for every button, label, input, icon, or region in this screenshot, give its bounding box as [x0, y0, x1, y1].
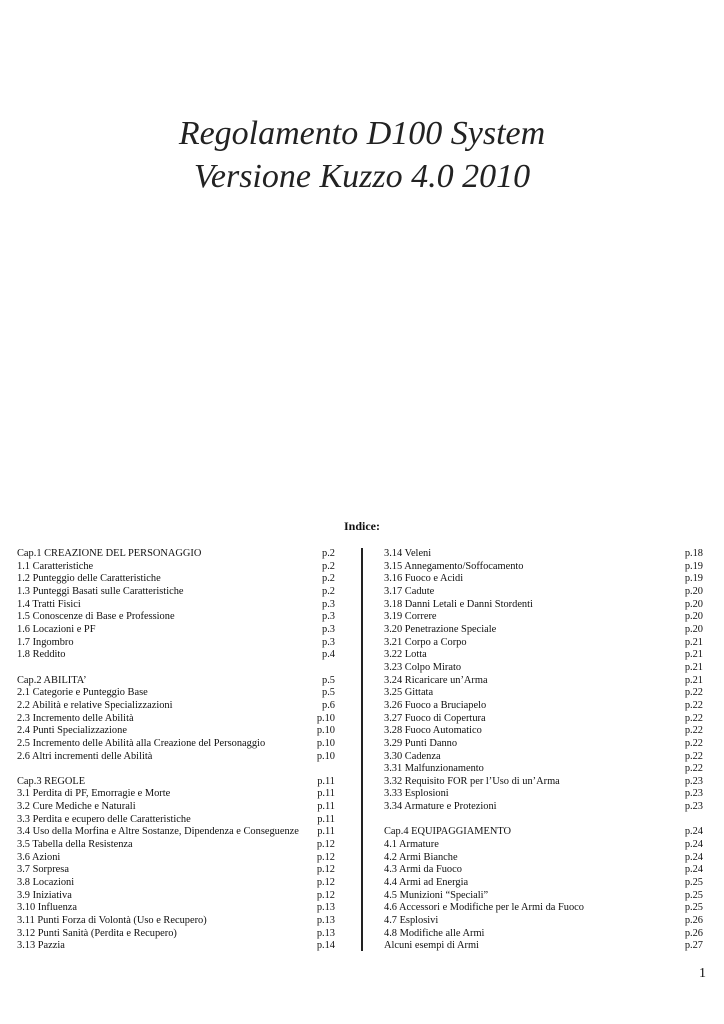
toc-entry-title: 3.21 Corpo a Corpo [384, 636, 467, 648]
toc-entry [17, 751, 335, 764]
toc-entry-page: p.5 [322, 687, 335, 699]
toc-entry-title: 3.33 Esplosioni [384, 788, 449, 800]
toc-entry-title: 2.6 Altri incrementi delle Abilità [17, 750, 153, 762]
toc-entry-page: p.2 [322, 585, 335, 597]
toc-entry [17, 788, 335, 801]
toc-entry-page: p.14 [316, 940, 335, 952]
toc-left-column [17, 548, 335, 953]
toc-entry-title: 3.4 Uso della Morfina e Altre Sostanze, Dipendenza e Conseguenze [17, 826, 299, 838]
toc-entry [384, 599, 703, 612]
toc-entry-title: 4.2 Armi Bianche [384, 851, 458, 863]
toc-entry [384, 928, 703, 941]
toc-entry-title: 2.4 Punti Specializzazione [17, 725, 127, 737]
toc-entry-title: 3.16 Fuoco e Acidi [384, 573, 464, 585]
toc-entry [17, 573, 335, 586]
toc-entry-page: p.22 [684, 763, 703, 775]
toc-entry-title: 3.6 Azioni [17, 851, 61, 863]
toc-entry-page: p.5 [322, 674, 335, 686]
toc-entry-title: 3.29 Punti Danno [384, 737, 458, 749]
toc-entry-page: p.2 [322, 548, 335, 559]
toc-entry-page: p.10 [316, 712, 335, 724]
toc-entry-page: p.25 [684, 902, 703, 914]
toc-entry-title: 3.23 Colpo Mirato [384, 661, 462, 673]
toc-entry-title: 3.28 Fuoco Automatico [384, 725, 482, 737]
toc-entry [384, 548, 703, 561]
toc-entry-page: p.2 [322, 573, 335, 585]
toc-entry-page: p.22 [684, 750, 703, 762]
toc-entry [17, 675, 335, 688]
toc-entry [17, 738, 335, 751]
toc-entry [17, 649, 335, 662]
toc-entry [17, 890, 335, 903]
toc-entry [384, 687, 703, 700]
toc-entry-page: p.23 [684, 801, 703, 813]
toc-entry-title: 3.26 Fuoco a Bruciapelo [384, 699, 487, 711]
toc-entry [384, 649, 703, 662]
toc-entry-page: p.20 [684, 585, 703, 597]
toc-entry-title: 1.6 Locazioni e PF [17, 623, 96, 635]
toc-entry-page: p.26 [684, 915, 703, 927]
toc-entry [17, 864, 335, 877]
toc-entry [17, 687, 335, 700]
toc-entry [384, 751, 703, 764]
toc-entry [17, 839, 335, 852]
toc-entry-title: 4.3 Armi da Fuoco [384, 864, 462, 876]
toc-entry-page: p.11 [317, 788, 335, 800]
toc-entry [17, 599, 335, 612]
toc-entry [384, 940, 703, 953]
toc-entry-title: 3.20 Penetrazione Speciale [384, 623, 497, 635]
toc-entry-page: p.10 [316, 750, 335, 762]
toc-entry [17, 928, 335, 941]
toc-entry-title: 3.12 Punti Sanità (Perdita e Recupero) [17, 927, 177, 939]
toc-entry [17, 763, 335, 776]
toc-entry-title: 3.31 Malfunzionamento [384, 763, 484, 775]
toc-entry-title: 1.4 Tratti Fisici [17, 598, 81, 610]
toc-entry-page: p.11 [317, 813, 335, 825]
toc-entry [384, 877, 703, 890]
toc-entry-title: 3.5 Tabella della Resistenza [17, 839, 133, 851]
toc-entry-page: p.24 [684, 826, 703, 838]
toc-entry-title: 4.4 Armi ad Energia [384, 877, 469, 889]
toc-entry-title: 4.6 Accessori e Modifiche per le Armi da Fuoco [384, 902, 584, 914]
toc-entry [17, 637, 335, 650]
toc-entry-title: Cap.1 CREAZIONE DEL PERSONAGGIO [17, 548, 202, 559]
toc-entry-page: p.11 [317, 826, 335, 838]
toc-entry-title: 3.32 Requisito FOR per l’Uso di un’Arma [384, 775, 560, 787]
toc-entry-page: p.19 [684, 573, 703, 585]
toc-entry [17, 801, 335, 814]
toc-entry-page: p.12 [316, 851, 335, 863]
toc-entry-page: p.21 [684, 674, 703, 686]
toc-entry-page: p.22 [684, 699, 703, 711]
toc-entry-page: p.27 [684, 940, 703, 952]
toc-entry-page: p.13 [316, 902, 335, 914]
toc-entry [384, 586, 703, 599]
toc-entry-title: 1.2 Punteggio delle Caratteristiche [17, 573, 161, 585]
toc-entry-page: p.3 [322, 598, 335, 610]
toc-entry [384, 637, 703, 650]
toc-entry-title: 3.9 Iniziativa [17, 889, 72, 901]
toc-entry-page: p.22 [684, 737, 703, 749]
toc-entry-title: 3.2 Cure Mediche e Naturali [17, 801, 136, 813]
toc-entry-page: p.11 [317, 801, 335, 813]
toc-entry [17, 776, 335, 789]
toc-entry [17, 877, 335, 890]
toc-entry-page: p.21 [684, 661, 703, 673]
toc-entry-page: p.26 [684, 927, 703, 939]
toc-entry [17, 700, 335, 713]
toc-entry-title: 3.1 Perdita di PF, Emorragie e Morte [17, 788, 171, 800]
toc-entry-page: p.2 [322, 560, 335, 572]
toc-right-column [384, 548, 703, 953]
toc-entry-title: 1.7 Ingombro [17, 636, 74, 648]
toc-entry-page: p.22 [684, 712, 703, 724]
toc-entry-page: p.3 [322, 611, 335, 623]
toc-entry [17, 826, 335, 839]
index-heading: Indice: [344, 519, 380, 533]
toc-entry [17, 852, 335, 865]
toc-entry-title: 3.22 Lotta [384, 649, 427, 661]
toc-entry-page: p.22 [684, 725, 703, 737]
toc-entry [17, 713, 335, 726]
toc-entry-page: p.10 [316, 737, 335, 749]
toc-entry-title: 2.2 Abilità e relative Specializzazioni [17, 699, 173, 711]
toc-entry [17, 624, 335, 637]
toc-entry-title: 1.8 Reddito [17, 649, 66, 661]
toc-entry [17, 725, 335, 738]
toc-entry [384, 662, 703, 675]
toc-entry-page: p.12 [316, 839, 335, 851]
toc-entry [384, 738, 703, 751]
toc-entry-title: 3.15 Annegamento/Soffocamento [384, 560, 524, 572]
toc-entry [384, 915, 703, 928]
toc-entry [17, 662, 335, 675]
toc-entry-title: 3.34 Armature e Protezioni [384, 801, 497, 813]
toc-entry-page: p.12 [316, 864, 335, 876]
toc-entry-title: 3.18 Danni Letali e Danni Stordenti [384, 598, 533, 610]
toc-entry-title: 3.3 Perdita e ecupero delle Caratteristiche [17, 813, 191, 825]
toc-entry-page: p.3 [322, 636, 335, 648]
toc-entry-title: 1.1 Caratteristiche [17, 560, 94, 572]
toc-entry-title: 1.3 Punteggi Basati sulle Caratteristiche [17, 585, 184, 597]
toc-entry-page: p.12 [316, 889, 335, 901]
toc-entry [384, 788, 703, 801]
toc-entry-page: p.20 [684, 623, 703, 635]
toc-entry-title: 3.24 Ricaricare un’Arma [384, 674, 488, 686]
toc-entry-page: p.25 [684, 889, 703, 901]
toc-entry-title: 2.1 Categorie e Punteggio Base [17, 687, 148, 699]
toc-entry-title: Cap.4 EQUIPAGGIAMENTO [384, 826, 511, 838]
toc-entry-page: p.21 [684, 649, 703, 661]
toc-entry-title: 4.7 Esplosivi [384, 915, 439, 927]
toc-entry-page: p.25 [684, 877, 703, 889]
toc-entry-page: p.24 [684, 864, 703, 876]
toc-entry [384, 700, 703, 713]
toc-entry-title: 1.5 Conoscenze di Base e Professione [17, 611, 175, 623]
toc-entry [384, 814, 703, 827]
toc-entry-title: 3.8 Locazioni [17, 877, 75, 889]
toc-entry-page: p.21 [684, 636, 703, 648]
toc-entry [17, 814, 335, 827]
toc-entry [384, 801, 703, 814]
page-number: 1 [699, 966, 706, 981]
toc-entry-page: p.18 [684, 548, 703, 559]
toc-entry [17, 548, 335, 561]
toc-entry [384, 852, 703, 865]
toc-entry-title: 3.27 Fuoco di Copertura [384, 712, 486, 724]
toc-entry [384, 624, 703, 637]
toc-entry-page: p.10 [316, 725, 335, 737]
toc-entry-page: p.12 [316, 877, 335, 889]
toc-entry-title: Cap.2 ABILITA’ [17, 674, 87, 686]
toc-entry [384, 725, 703, 738]
toc-entry [384, 839, 703, 852]
toc-entry-page: p.4 [322, 649, 335, 661]
toc-entry-page: p.13 [316, 915, 335, 927]
toc-entry-page: p.24 [684, 851, 703, 863]
toc-entry-page: p.24 [684, 839, 703, 851]
toc-entry-page: p.23 [684, 775, 703, 787]
column-divider [361, 548, 363, 951]
toc-entry-title: 2.3 Incremento delle Abilità [17, 712, 134, 724]
toc-entry [17, 586, 335, 599]
toc-entry [384, 890, 703, 903]
toc-entry-page: p.6 [322, 699, 335, 711]
toc-entry [384, 776, 703, 789]
toc-entry-title: 2.5 Incremento delle Abilità alla Creazione del Personaggio [17, 737, 266, 749]
document-subtitle: Versione Kuzzo 4.0 2010 [193, 158, 531, 195]
toc-entry-title: 3.25 Gittata [384, 687, 434, 699]
toc-entry-title: 3.14 Veleni [384, 548, 432, 559]
toc-entry-title: 3.30 Cadenza [384, 750, 441, 762]
toc-entry [17, 611, 335, 624]
toc-entry-page: p.13 [316, 927, 335, 939]
toc-entry-title: Alcuni esempi di Armi [384, 940, 479, 952]
toc-entry [384, 611, 703, 624]
document-title: Regolamento D100 System [178, 115, 546, 152]
toc-entry [384, 561, 703, 574]
toc-entry-page: p.22 [684, 687, 703, 699]
toc-entry [384, 573, 703, 586]
toc-entry-title: 3.7 Sorpresa [17, 864, 69, 876]
toc-entry [384, 826, 703, 839]
toc-entry [17, 902, 335, 915]
toc-entry-title: 3.19 Correre [384, 611, 437, 623]
toc-entry-title: 3.17 Cadute [384, 585, 435, 597]
toc-entry-page: p.3 [322, 623, 335, 635]
toc-entry [384, 864, 703, 877]
toc-entry-page: p.20 [684, 611, 703, 623]
toc-entry-title: 4.1 Armature [384, 839, 439, 851]
toc-entry [384, 675, 703, 688]
toc-entry [17, 915, 335, 928]
toc-entry [17, 940, 335, 953]
toc-entry-title: 3.10 Influenza [17, 902, 78, 914]
toc-entry [17, 561, 335, 574]
toc-entry-title: 4.8 Modifiche alle Armi [384, 927, 485, 939]
toc-entry [384, 713, 703, 726]
toc-entry-title: 3.11 Punti Forza di Volontà (Uso e Recupero) [17, 915, 207, 927]
toc-entry-title: 3.13 Pazzia [17, 940, 65, 952]
toc-entry-title: Cap.3 REGOLE [17, 775, 86, 787]
toc-entry [384, 902, 703, 915]
toc-entry [384, 763, 703, 776]
toc-entry-page: p.11 [317, 775, 335, 787]
toc-entry-title: 4.5 Munizioni “Speciali” [384, 889, 489, 901]
toc-entry-page: p.19 [684, 560, 703, 572]
toc-entry-page: p.20 [684, 598, 703, 610]
toc-entry-page: p.23 [684, 788, 703, 800]
